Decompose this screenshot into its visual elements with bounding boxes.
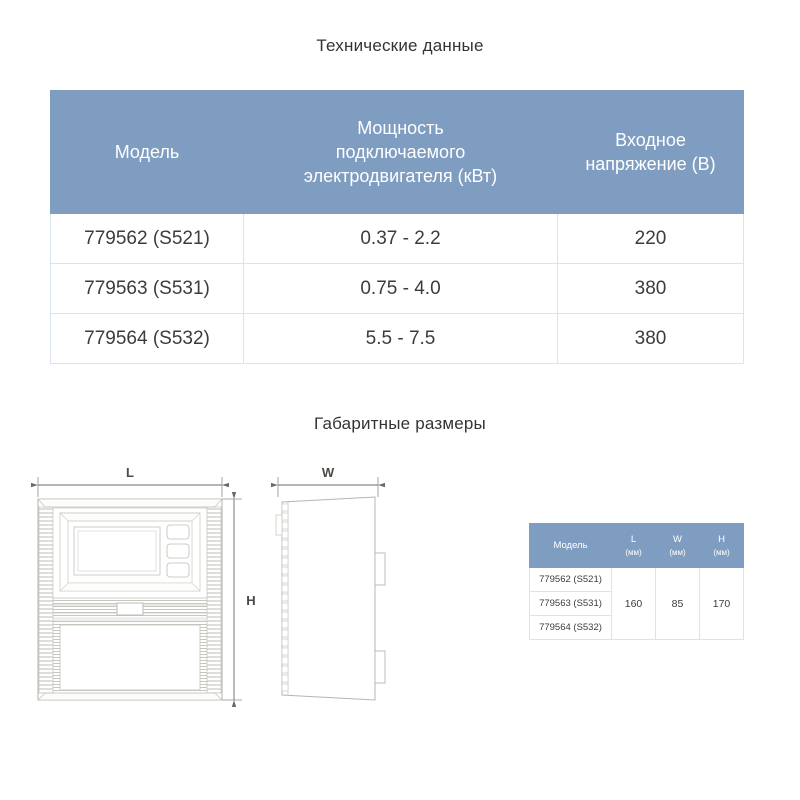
dimension-table <box>529 523 744 640</box>
table-row <box>51 314 744 364</box>
cell-dim-model: 779563 (S531) <box>530 592 612 616</box>
dimension-drawings <box>20 455 420 715</box>
cell-length-value: 160 <box>612 568 656 640</box>
page-title-overall-dimensions: Габаритные размеры <box>314 414 486 433</box>
column-header-power-line3: электродвигателя (кВт) <box>303 166 498 187</box>
dimension-label-W: W <box>321 465 335 480</box>
cell-height-value: 170 <box>700 568 744 640</box>
column-header-voltage <box>558 91 744 214</box>
mounting-tab-lower <box>375 651 385 683</box>
column-header-width-symbol: W <box>673 534 682 546</box>
column-header-power-line1: Мощность <box>357 117 444 138</box>
column-header-voltage-line2: напряжение (В) <box>585 154 716 174</box>
table-header-row <box>51 91 744 214</box>
column-header-dim-model-label: Модель <box>553 539 588 551</box>
dimension-table-header <box>530 524 744 568</box>
lower-panel <box>60 625 200 690</box>
page-title-technical-data: Технические данные <box>316 36 484 55</box>
front-view-drawing <box>38 465 256 700</box>
cell-power: 0.75 - 4.0 <box>244 264 558 314</box>
specification-table-body <box>51 214 744 364</box>
panel-button-3 <box>167 563 189 577</box>
cell-voltage: 220 <box>558 214 744 264</box>
column-header-width <box>656 524 700 568</box>
dimension-label-H: H <box>246 593 256 608</box>
cell-dim-model: 779564 (S532) <box>530 616 612 640</box>
column-header-dim-model <box>530 524 612 568</box>
column-header-height-symbol: H <box>718 534 725 546</box>
column-header-width-unit: (мм) <box>669 547 686 557</box>
table-row <box>530 568 744 592</box>
cell-voltage: 380 <box>558 264 744 314</box>
column-header-power-line2: подключаемого <box>335 141 466 162</box>
dimension-table-body <box>530 568 744 640</box>
cell-model: 779564 (S532) <box>51 314 244 364</box>
column-header-model <box>51 91 244 214</box>
table-header-row <box>530 524 744 568</box>
column-header-length <box>612 524 656 568</box>
ventilation-slots <box>282 504 288 691</box>
side-profile-outline <box>282 497 375 700</box>
column-header-height <box>700 524 744 568</box>
mounting-tab-upper <box>375 553 385 585</box>
dimension-label-L: L <box>126 465 134 480</box>
latch-handle <box>117 603 143 615</box>
panel-button-2 <box>167 544 189 558</box>
cell-power: 5.5 - 7.5 <box>244 314 558 364</box>
panel-button-1 <box>167 525 189 539</box>
column-header-length-unit: (мм) <box>625 547 642 557</box>
table-row <box>51 214 744 264</box>
specification-table-header <box>51 91 744 214</box>
cell-width-value: 85 <box>656 568 700 640</box>
cell-voltage: 380 <box>558 314 744 364</box>
cell-dim-model: 779562 (S521) <box>530 568 612 592</box>
cell-model: 779562 (S521) <box>51 214 244 264</box>
cell-power: 0.37 - 2.2 <box>244 214 558 264</box>
drawings-svg <box>20 455 420 715</box>
table-row <box>51 264 744 314</box>
specification-table <box>50 90 744 364</box>
hinge-strip <box>276 515 282 535</box>
column-header-height-unit: (мм) <box>713 547 730 557</box>
column-header-model-label: Модель <box>114 141 180 162</box>
cell-model: 779563 (S531) <box>51 264 244 314</box>
column-header-power <box>244 91 558 214</box>
side-view-drawing <box>276 465 385 700</box>
column-header-length-symbol: L <box>630 534 637 546</box>
column-header-voltage-line1: Входное <box>615 129 686 150</box>
